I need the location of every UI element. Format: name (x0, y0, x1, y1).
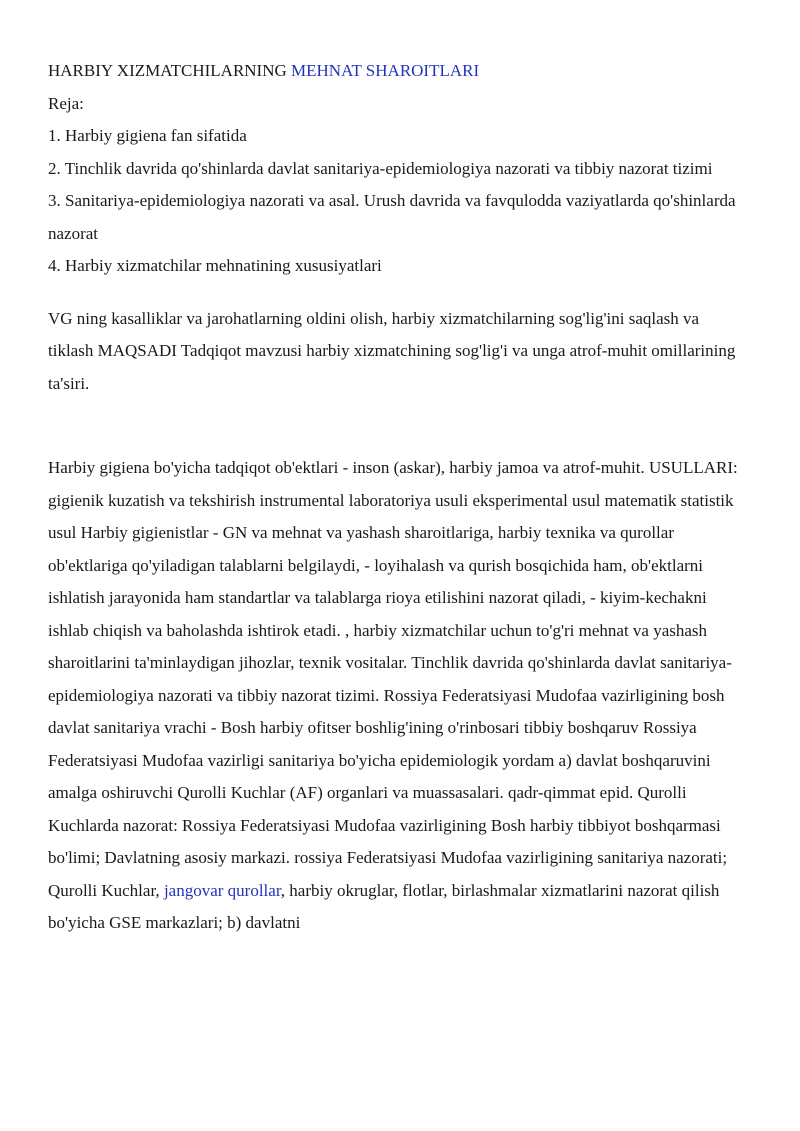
title-text: HARBIY XIZMATCHILARNING (48, 61, 292, 80)
document-title (48, 55, 738, 88)
plan-item-2: 2. Tinchlik davrida qo'shinlarda davlat sanitariya-epidemiologiya nazorati va tibbiy nazorat tizimi (48, 158, 713, 178)
spacer (48, 283, 738, 303)
body-text-after-link: , harbiy okruglar, flotlar, birlashmalar xizmatlarini nazorat qilish bo'yicha GSE markazlari; b) davlatni (48, 880, 720, 932)
document-page (48, 55, 738, 940)
title-link[interactable]: MEHNAT SHAROITLARI (291, 61, 480, 80)
plan-item-4: 4. Harbiy xizmatchilar mehnatining xususiyatlari (48, 256, 382, 275)
plan-item-3: 3. Sanitariya-epidemiologiya nazorati va asal. Urush davrida va favqulodda vaziyatlarda qo'shinlarda nazorat (48, 191, 736, 243)
body-link[interactable]: jangovar qurollar (163, 880, 281, 900)
plan-item-1: 1. Harbiy gigiena fan sifatida (48, 126, 247, 145)
plan-label: Reja: (48, 93, 84, 113)
intro-paragraph: VG ning kasalliklar va jarohatlarning oldini olish, harbiy xizmatchilarning sog'lig'ini saqlash va tiklash MAQSADI Tadqiqot mavzusi harbiy xizmatchining sog'lig'i va unga atrof-muhit omillarining ta'siri. (48, 308, 736, 393)
spacer (48, 400, 738, 452)
body-paragraph (48, 452, 738, 940)
body-text-before-link: Harbiy gigiena bo'yicha tadqiqot ob'ektlari - inson (askar), harbiy jamoa va atrof-muhit. USULLARI: gigienik kuzatish va tekshirish instrumental laboratoriya usuli eksperimental usul matematik statistik usul Harbiy gigienistlar - GN va mehnat va yashash sharoitlariga, harbiy texnika va qurollar ob'ektlariga qo'yiladigan talablarni belgilaydi, - loyihalash va qurish bosqichida ham, ob'ektlarni ishlatish jarayonida ham standartlar va talablarga rioya etilishini nazorat qiladi, - kiyim-kechakni ishlab chiqish va baholashda ishtirok etadi. , harbiy xizmatchilar uchun to'g'ri mehnat va yashash sharoitlarini ta'minlaydigan jihozlar, texnik vositalar. Tinchlik davrida qo'shinlarda davlat sanitariya-epidemiologiya nazorati va tibbiy nazorat tizimi. Rossiya Federatsiyasi Mudofaa vazirligining bosh davlat sanitariya vrachi - Bosh harbiy ofitser boshlig'ining o'rinbosari tibbiy boshqaruv Rossiya Federatsiyasi Mudofaa vazirligi sanitariya bo'yicha epidemiologik yordam a) davlat boshqaruvini amalga oshiruvchi Qurolli Kuchlar (AF) organlari va muassasalari. qadr-qimmat epid. Qurolli Kuchlarda nazorat: Rossiya Federatsiyasi Mudofaa vazirligining Bosh harbiy tibbiyot boshqarmasi bo'limi; Davlatning asosiy markazi. rossiya Federatsiyasi Mudofaa vazirligining sanitariya nazorati; Qurolli Kuchlar, (48, 458, 738, 900)
